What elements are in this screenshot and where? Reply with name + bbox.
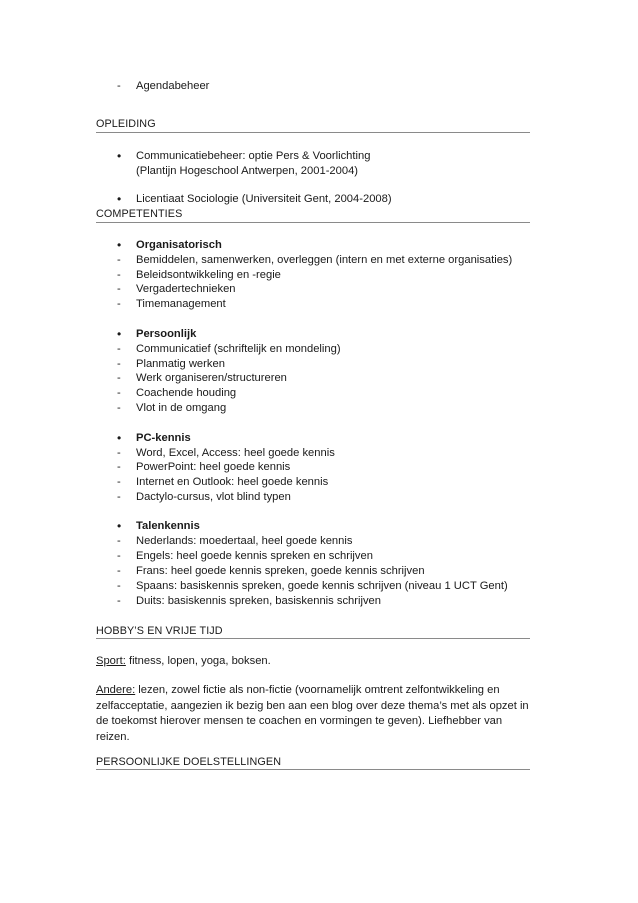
andere-text: lezen, zowel fictie als non-fictie (voornamelijk omtrent zelfontwikkeling en zelfacceptatie, aangezien ik bezig ben aan een blog over deze thema’s met als opzet in de toekomst hierover mensen te coachen en vormingen te geven). Liefhebber van reizen. <box>96 684 529 743</box>
list-item: Frans: heel goede kennis spreken, goede kennis schrijven <box>136 565 425 577</box>
list-item: Engels: heel goede kennis spreken en schrijven <box>136 550 373 562</box>
list-item: Werk organiseren/structureren <box>136 372 287 384</box>
list-item: Internet en Outlook: heel goede kennis <box>136 476 329 488</box>
dash-marker: - <box>117 254 121 266</box>
list-item: Communicatief (schriftelijk en mondeling) <box>136 343 341 355</box>
dash-marker: - <box>117 298 121 310</box>
dash-marker: - <box>117 447 121 459</box>
dash-marker: - <box>117 387 121 399</box>
list-item: Spaans: basiskennis spreken, goede kennis schrijven (niveau 1 UCT Gent) <box>136 580 508 592</box>
list-item: Vergadertechnieken <box>136 283 236 295</box>
list-item: Word, Excel, Access: heel goede kennis <box>136 447 335 459</box>
list-item: Vlot in de omgang <box>136 402 227 414</box>
dash-marker: - <box>117 491 121 503</box>
section-divider <box>96 638 530 639</box>
dash-marker: - <box>117 550 121 562</box>
dash-marker: - <box>117 476 121 488</box>
sport-paragraph <box>96 654 536 670</box>
opleiding-heading: OPLEIDING <box>96 118 156 130</box>
opleiding-item-1-line2: (Plantijn Hogeschool Antwerpen, 2001-2004) <box>136 165 359 177</box>
bullet-marker: • <box>117 149 122 163</box>
bullet-marker: • <box>117 192 122 206</box>
section-divider <box>96 132 530 133</box>
list-item: Planmatig werken <box>136 358 225 370</box>
list-item: Bemiddelen, samenwerken, overleggen (intern en met externe organisaties) <box>136 254 513 266</box>
dash-marker: - <box>117 565 121 577</box>
section-divider <box>96 769 530 770</box>
opleiding-item-2: Licentiaat Sociologie (Universiteit Gent, 2004-2008) <box>136 193 392 205</box>
bullet-marker: • <box>117 327 122 341</box>
andere-label: Andere: <box>96 684 136 696</box>
sport-label: Sport: <box>96 655 126 667</box>
dash-marker: - <box>117 580 121 592</box>
sport-text: fitness, lopen, yoga, boksen. <box>125 655 271 667</box>
dash-marker: - <box>117 343 121 355</box>
dash-marker: - <box>117 402 121 414</box>
competenties-heading: COMPETENTIES <box>96 208 183 220</box>
hobbys-heading: HOBBY’S EN VRIJE TIJD <box>96 625 223 637</box>
dash-marker: - <box>117 461 121 473</box>
dash-marker: - <box>117 358 121 370</box>
list-item: Nederlands: moedertaal, heel goede kennis <box>136 535 353 547</box>
list-item: Timemanagement <box>136 298 226 310</box>
dash-marker: - <box>117 372 121 384</box>
list-item: PowerPoint: heel goede kennis <box>136 461 291 473</box>
group-title-persoonlijk: Persoonlijk <box>136 328 197 340</box>
list-item: Duits: basiskennis spreken, basiskennis schrijven <box>136 595 381 607</box>
list-item: Coachende houding <box>136 387 237 399</box>
opleiding-item-1-line1: Communicatiebeheer: optie Pers & Voorlichting <box>136 150 371 162</box>
bullet-marker: • <box>117 519 122 533</box>
group-title-talenkennis: Talenkennis <box>136 520 200 532</box>
bullet-marker: • <box>117 431 122 445</box>
section-divider <box>96 222 530 223</box>
andere-paragraph <box>96 683 536 745</box>
dash-marker: - <box>117 535 121 547</box>
group-title-organisatorisch: Organisatorisch <box>136 239 222 251</box>
group-title-pc-kennis: PC-kennis <box>136 432 191 444</box>
top-item-agendabeheer: Agendabeheer <box>136 80 210 92</box>
bullet-marker: • <box>117 238 122 252</box>
dash-marker: - <box>117 283 121 295</box>
list-item: Dactylo-cursus, vlot blind typen <box>136 491 291 503</box>
dash-marker: - <box>117 595 121 607</box>
doelstellingen-heading: PERSOONLIJKE DOELSTELLINGEN <box>96 756 282 768</box>
dash-marker: - <box>117 269 121 281</box>
dash-marker: - <box>117 80 121 92</box>
list-item: Beleidsontwikkeling en -regie <box>136 269 281 281</box>
